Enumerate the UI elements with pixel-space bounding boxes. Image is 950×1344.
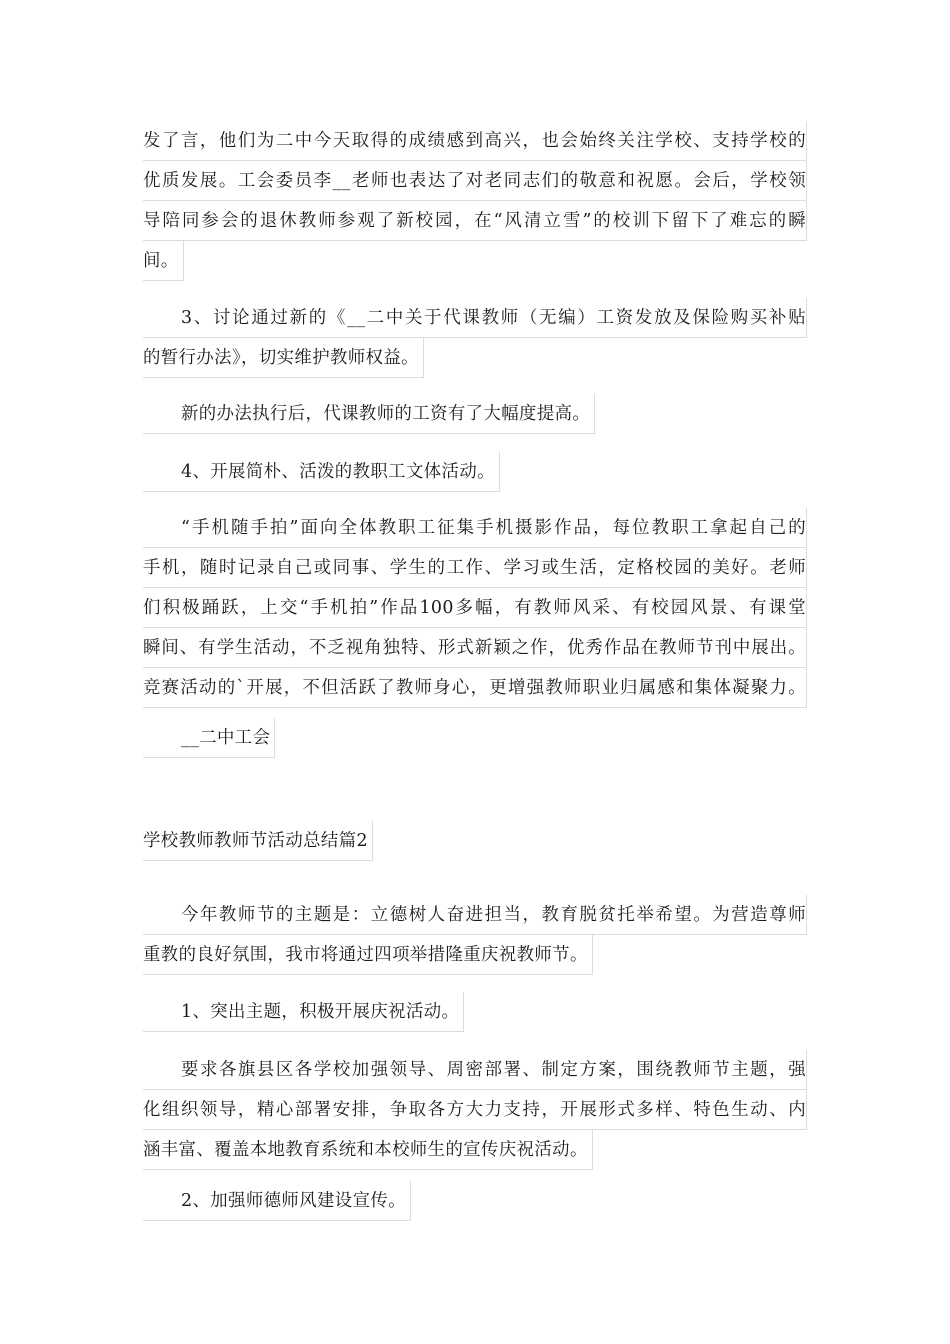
text-line: 竞赛活动的`开展，不但活跃了教师身心，更增强教师职业归属感和集体凝聚力。 [143,668,807,708]
text-line: 优质发展。工会委员李__老师也表达了对老同志们的敬意和祝愿。会后，学校领 [143,161,807,201]
signature-union [143,718,807,758]
text-line: 涵丰富、覆盖本地教育系统和本校师生的宣传庆祝活动。 [143,1130,593,1170]
paragraph-item-3 [143,298,807,378]
heading-text: 学校教师教师节活动总结篇2 [143,821,373,861]
paragraph-new-method [143,394,807,434]
text-line: 重教的良好氛围，我市将通过四项举措隆重庆祝教师节。 [143,935,593,975]
paragraph-photo-contest [143,508,807,708]
text-line: 今年教师节的主题是：立德树人奋进担当，教育脱贫托举希望。为营造尊师 [143,895,807,935]
text-line: 导陪同参会的退休教师参观了新校园，在“风清立雪”的校训下留下了难忘的瞬 [143,201,807,241]
section-heading [143,821,807,861]
text-line: 瞬间、有学生活动，不乏视角独特、形式新颖之作，优秀作品在教师节刊中展出。 [143,628,807,668]
text-line: 要求各旗县区各学校加强领导、周密部署、制定方案，围绕教师节主题，强 [143,1050,807,1090]
paragraph-item-2 [143,1181,807,1221]
text-line: 1、突出主题，积极开展庆祝活动。 [143,992,464,1032]
text-line: 化组织领导，精心部署安排，争取各方大力支持，开展形式多样、特色生动、内 [143,1090,807,1130]
text-line: 们积极踊跃，上交“手机拍”作品100多幅，有教师风采、有校园风景、有课堂 [143,588,807,628]
text-line: “手机随手拍”面向全体教职工征集手机摄影作品，每位教职工拿起自己的 [143,508,807,548]
text-line: 间。 [143,241,184,281]
text-line: 3、讨论通过新的《__二中关于代课教师（无编）工资发放及保险购买补贴 [143,298,807,338]
paragraph-theme [143,895,807,975]
paragraph-retired-teachers [143,121,807,281]
text-line: 手机，随时记录自己或同事、学生的工作、学习或生活，定格校园的美好。老师 [143,548,807,588]
paragraph-item-4 [143,452,807,492]
text-line: __二中工会 [143,718,275,758]
paragraph-item-1 [143,992,807,1032]
paragraph-requirements [143,1050,807,1170]
text-line: 2、加强师德师风建设宣传。 [143,1181,411,1221]
text-line: 的暂行办法》，切实维护教师权益。 [143,338,424,378]
text-line: 发了言，他们为二中今天取得的成绩感到高兴，也会始终关注学校、支持学校的 [143,121,807,161]
text-line: 4、开展简朴、活泼的教职工文体活动。 [143,452,500,492]
text-line: 新的办法执行后，代课教师的工资有了大幅度提高。 [143,394,595,434]
